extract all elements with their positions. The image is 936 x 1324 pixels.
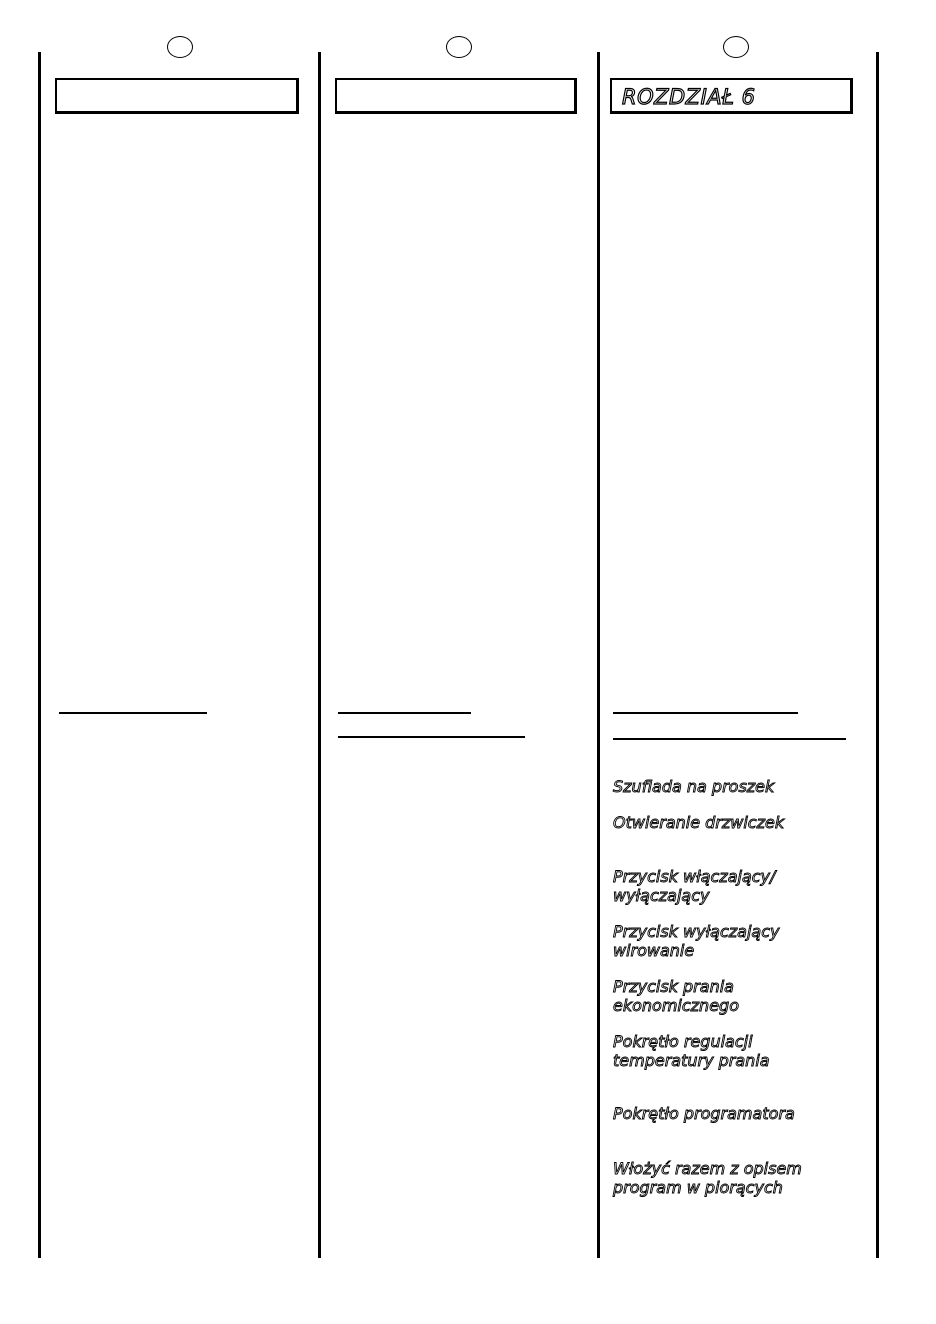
chapter-header-col3 <box>610 78 853 114</box>
legend-item-door-opening: Otwieranie drzwiczek <box>613 813 785 832</box>
legend-item-temperature-knob: Pokrętło regulacji temperatury prania <box>613 1032 770 1070</box>
column-divider-right <box>876 52 879 1258</box>
language-badge-col1 <box>167 36 193 58</box>
heading-underline-col3-a <box>613 712 798 714</box>
language-badge-col2 <box>446 36 472 58</box>
heading-underline-col1 <box>59 712 207 714</box>
column-divider-1 <box>318 52 321 1258</box>
language-badge-col3 <box>723 36 749 58</box>
legend-item-on-off-button: Przycisk włączający/ wyłączający <box>613 867 776 905</box>
legend-item-programme-knob: Pokrętło programatora <box>613 1104 795 1123</box>
column-divider-2 <box>597 52 600 1258</box>
legend-item-insert-note: Włożyć razem z opisem program w piorących <box>613 1159 802 1197</box>
heading-underline-col2-a <box>338 712 471 714</box>
chapter-header-col1 <box>55 78 299 114</box>
heading-underline-col2-b <box>338 736 525 738</box>
column-divider-left <box>38 52 41 1258</box>
heading-underline-col3-b <box>613 738 846 740</box>
chapter-title: ROZDZIAŁ 6 <box>622 85 756 109</box>
legend-item-eco-wash-button: Przycisk prania ekonomicznego <box>613 977 739 1015</box>
legend-item-powder-drawer: Szuflada na proszek <box>613 777 775 796</box>
chapter-header-col2 <box>335 78 577 114</box>
legend-item-spin-off-button: Przycisk wyłączający wirowanie <box>613 922 780 960</box>
